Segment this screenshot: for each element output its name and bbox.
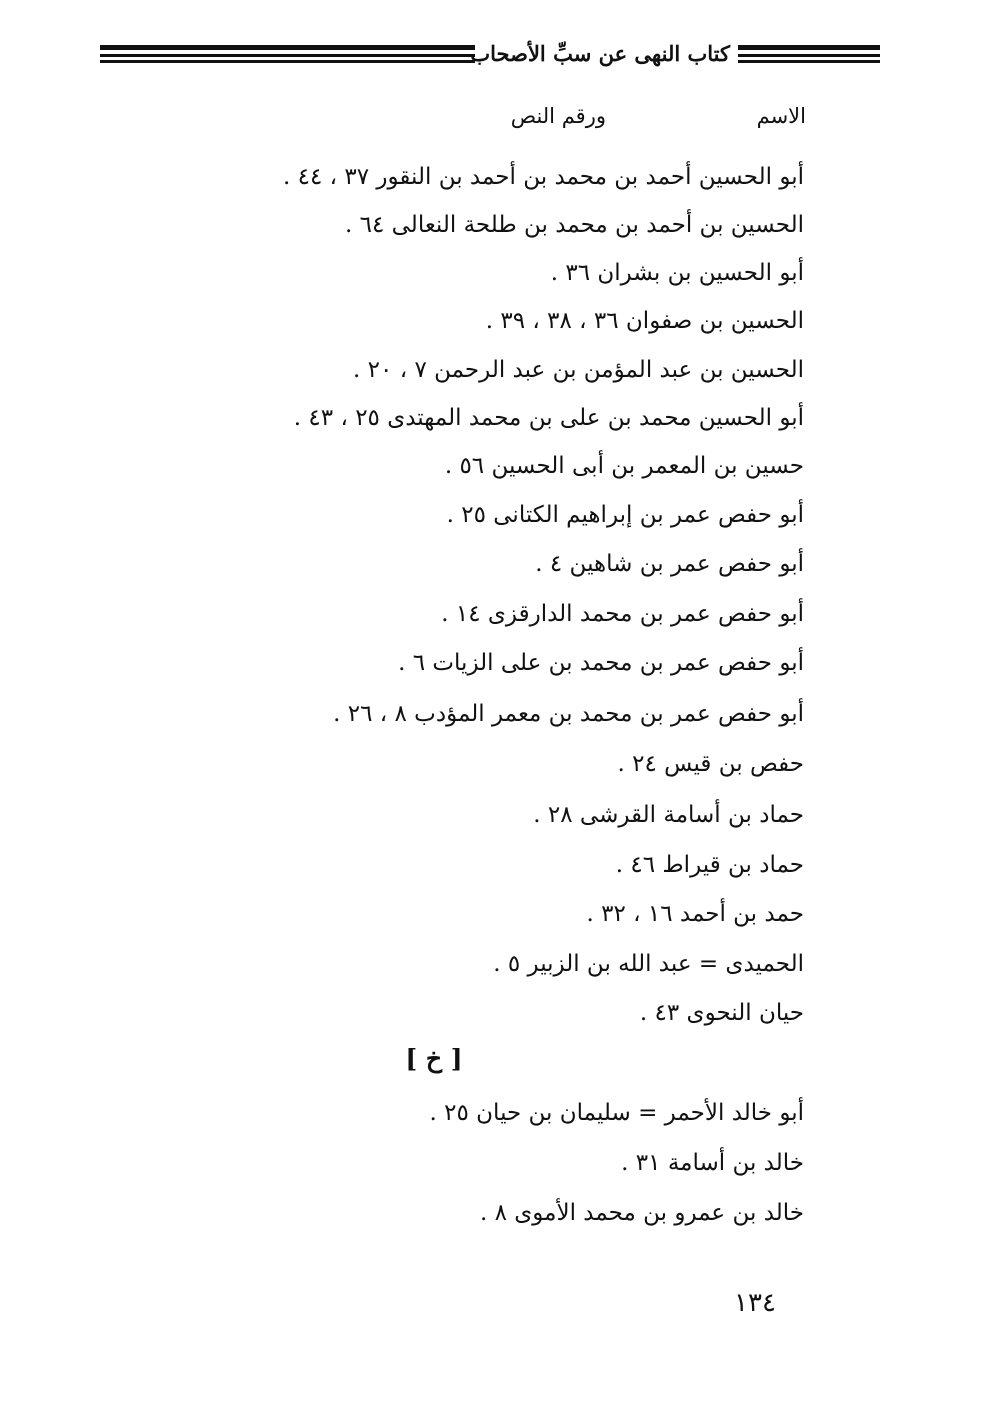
index-entry: أبو خالد الأحمر = سليمان بن حيان ٢٥ . (429, 1100, 804, 1126)
column-label-text-number: ورقم النص (510, 104, 606, 128)
index-entry: حماد بن أسامة القرشى ٢٨ . (533, 802, 804, 828)
index-entry: الحسين بن أحمد بن محمد بن طلحة النعالى ٦٤ . (344, 212, 804, 238)
index-entry: خالد بن عمرو بن محمد الأموى ٨ . (479, 1200, 804, 1226)
page-number: ١٣٤ (734, 1288, 776, 1318)
index-entry: أبو حفص عمر بن محمد الدارقزى ١٤ . (441, 601, 804, 627)
index-entry: الحميدى = عبد الله بن الزبير ٥ . (493, 951, 804, 977)
index-entry: حماد بن قيراط ٤٦ . (615, 852, 804, 878)
index-entry: أبو الحسين بن بشران ٣٦ . (550, 260, 804, 286)
header-rule-right (738, 45, 880, 65)
index-entry: أبو حفص عمر بن إبراهيم الكتانى ٢٥ . (446, 502, 804, 528)
index-entry: أبو الحسين محمد بن على بن محمد المهتدى ٢٥ ، ٤٣ . (293, 405, 804, 431)
column-label-name: الاسم (756, 104, 806, 128)
index-entry: الحسين بن عبد المؤمن بن عبد الرحمن ٧ ، ٢٠ . (353, 357, 804, 383)
index-entry: أبو حفص عمر بن محمد بن على الزيات ٦ . (398, 650, 804, 676)
index-entry: الحسين بن صفوان ٣٦ ، ٣٨ ، ٣٩ . (485, 308, 804, 334)
index-entry: حفص بن قيس ٢٤ . (617, 751, 804, 777)
index-entry: خالد بن أسامة ٣١ . (621, 1150, 804, 1176)
index-entry: حمد بن أحمد ١٦ ، ٣٢ . (586, 901, 804, 927)
index-entry: أبو حفص عمر بن شاهين ٤ . (535, 551, 804, 577)
index-entry: أبو حفص عمر بن محمد بن معمر المؤدب ٨ ، ٢٦ . (333, 701, 804, 727)
header-rule-left (100, 45, 475, 65)
index-entry: أبو الحسين أحمد بن محمد بن أحمد بن النقور ٣٧ ، ٤٤ . (283, 164, 804, 190)
running-title: كتاب النهى عن سبِّ الأصحاب (470, 41, 730, 66)
section-letter-kha: [ خ ] (405, 1044, 463, 1073)
index-entry: حيان النحوى ٤٣ . (639, 1000, 804, 1026)
index-entry: حسين بن المعمر بن أبى الحسين ٥٦ . (444, 453, 804, 479)
